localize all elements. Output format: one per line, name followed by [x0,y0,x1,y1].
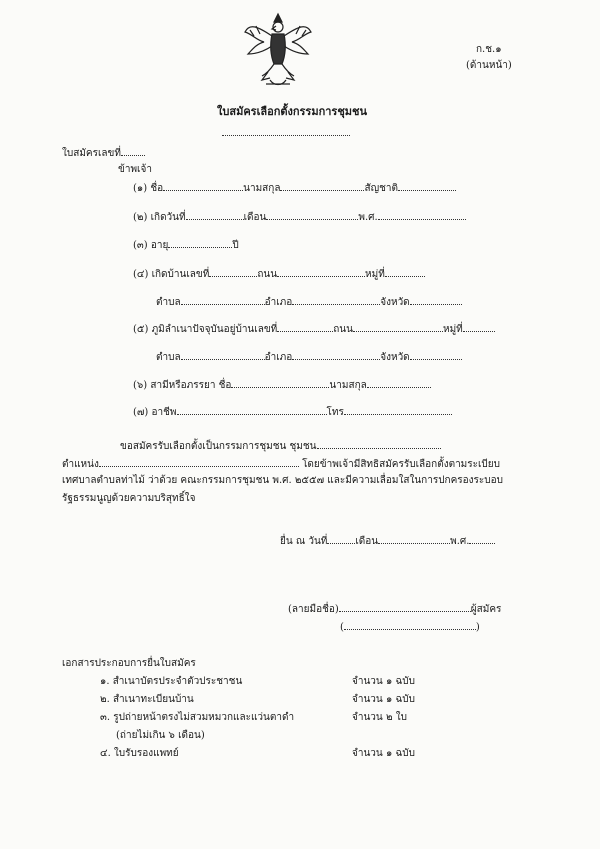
application-no-label: ใบสมัครเลขที่ [62,148,121,159]
statement-text: ขอสมัครรับเลือกตั้งเป็นกรรมการชุมชน ชุมชน [120,441,317,452]
birth-month-field[interactable] [266,210,358,220]
field-row-6 [133,378,431,392]
submission-date-row [280,534,495,548]
paren-close: ) [475,622,480,633]
field-number: (๒) [133,212,148,223]
birth-year-field[interactable] [378,210,466,220]
birth-moo-field[interactable] [385,267,425,277]
field-row-1 [133,181,456,195]
spouse-name-label: ชื่อ [218,380,232,391]
birth-month-label: เดือน [243,212,267,223]
application-no-row [62,146,145,160]
birth-day-label: เกิดวันที่ [150,212,186,223]
document-qty: จำนวน ๒ ใบ [352,712,407,723]
document-item-note: (ถ่ายไม่เกิน ๖ เดือน) [116,730,205,741]
phone-field[interactable] [344,405,452,415]
current-road-field[interactable] [353,322,443,332]
field-row-2 [133,210,466,224]
field-number: (๑) [133,183,148,194]
current-district-field[interactable] [292,350,380,360]
occupation-field[interactable] [177,405,327,415]
current-district-label: อำเภอ [264,352,293,363]
age-field[interactable] [168,238,232,248]
field-row-5 [133,322,495,336]
submit-month-label: เดือน [355,536,379,547]
form-code: ก.ช.๑ [476,44,502,55]
birth-subdistrict-label: ตำบล [156,297,181,308]
signature-label: (ลายมือชื่อ) [288,604,339,615]
signature-field[interactable] [339,602,471,612]
form-title: ใบสมัครเลือกตั้งกรรมการชุมชน [217,105,368,118]
paren-open: ( [340,622,344,633]
nationality-label: สัญชาติ [364,183,399,194]
birth-house-no-label: เกิดบ้านเลขที่ [151,269,210,280]
birth-subdistrict-field[interactable] [181,295,265,305]
surname-label: นามสกุล [243,183,281,194]
document-qty: จำนวน ๑ ฉบับ [352,694,415,705]
field-number: (๔) [133,269,149,280]
spouse-label: สามีหรือภรรยา [150,380,216,391]
position-label: ตำแหน่ง [62,459,99,470]
birth-district-field[interactable] [292,295,380,305]
document-item: ๒. สำเนาทะเบียนบ้าน [100,694,194,705]
name-field[interactable] [163,181,243,191]
community-name-field[interactable] [317,439,441,449]
birth-road-label: ถนน [257,269,278,280]
submit-day-label: ยื่น ณ วันที่ [280,536,328,547]
field-row-7 [133,405,452,419]
field-number: (๕) [133,324,149,335]
spouse-name-field[interactable] [231,378,329,388]
nationality-field[interactable] [398,181,456,191]
document-item: ๔. ใบรับรองแพทย์ [100,748,179,759]
garuda-emblem-icon [242,10,314,90]
documents-heading: เอกสารประกอบการยื่นใบสมัคร [62,658,196,669]
signature-row [288,602,501,616]
current-province-field[interactable] [410,350,462,360]
birth-province-label: จังหวัด [380,297,410,308]
submit-year-label: พ.ศ. [450,536,470,547]
current-subdistrict-label: ตำบล [156,352,181,363]
statement-line-3: เทศบาลตำบลท่าไม้ ว่าด้วย คณะกรรมการชุมชน พ.ศ. ๒๕๕๗ และมีความเลื่อมใสในการปกครองระบอบ [62,475,504,486]
document-qty: จำนวน ๑ ฉบับ [352,676,415,687]
birth-province-field[interactable] [410,295,462,305]
field-number: (๖) [133,380,148,391]
field-row-4 [133,267,425,281]
birth-moo-label: หมู่ที่ [365,269,385,280]
birth-day-field[interactable] [186,210,244,220]
submit-day-field[interactable] [327,534,355,544]
application-no-field[interactable] [121,146,145,156]
field-number: (๓) [133,240,148,251]
field-number: (๗) [133,407,149,418]
submit-month-field[interactable] [378,534,450,544]
applicant-label: ผู้สมัคร [470,604,502,615]
birth-house-no-field[interactable] [209,267,257,277]
occupation-label: อาชีพ [151,407,177,418]
current-subdistrict-field[interactable] [181,350,265,360]
statement-text: โดยข้าพเจ้ามีสิทธิสมัครรับเลือกตั้งตามระเบียบ [302,459,500,470]
current-house-no-field[interactable] [277,322,333,332]
statement-line-1 [120,439,441,453]
surname-field[interactable] [280,181,364,191]
birth-district-label: อำเภอ [264,297,293,308]
field-row-5b [156,350,462,364]
document-qty: จำนวน ๑ ฉบับ [352,748,415,759]
spouse-surname-field[interactable] [367,378,431,388]
birth-road-field[interactable] [277,267,365,277]
printed-name-row [340,620,480,634]
age-label: อายุ [150,240,169,251]
phone-label: โทร [326,407,344,418]
submit-year-field[interactable] [469,534,495,544]
field-row-3 [133,238,239,252]
current-road-label: ถนน [333,324,353,335]
birth-year-label: พ.ศ. [358,212,378,223]
document-item: ๓. รูปถ่ายหน้าตรงไม่สวมหมวกและแว่นตาดำ [100,712,295,723]
position-field[interactable] [99,457,299,467]
intro-text: ข้าพเจ้า [118,164,152,175]
page-side-label: (ด้านหน้า) [466,60,512,71]
document-item: ๑. สำเนาบัตรประจำตัวประชาชน [100,676,243,687]
title-underline [222,126,350,140]
statement-line-2 [62,457,500,471]
current-moo-field[interactable] [463,322,495,332]
name-label: ชื่อ [150,183,164,194]
printed-name-field[interactable] [344,620,476,630]
spouse-surname-label: นามสกุล [329,380,367,391]
current-house-no-label: ภูมิลำเนาปัจจุบันอยู่บ้านเลขที่ [151,324,278,335]
age-unit-label: ปี [232,240,239,251]
field-row-4b [156,295,462,309]
current-moo-label: หมู่ที่ [442,324,463,335]
statement-line-4: รัฐธรรมนูญด้วยความบริสุทธิ์ใจ [62,493,196,504]
current-province-label: จังหวัด [380,352,410,363]
